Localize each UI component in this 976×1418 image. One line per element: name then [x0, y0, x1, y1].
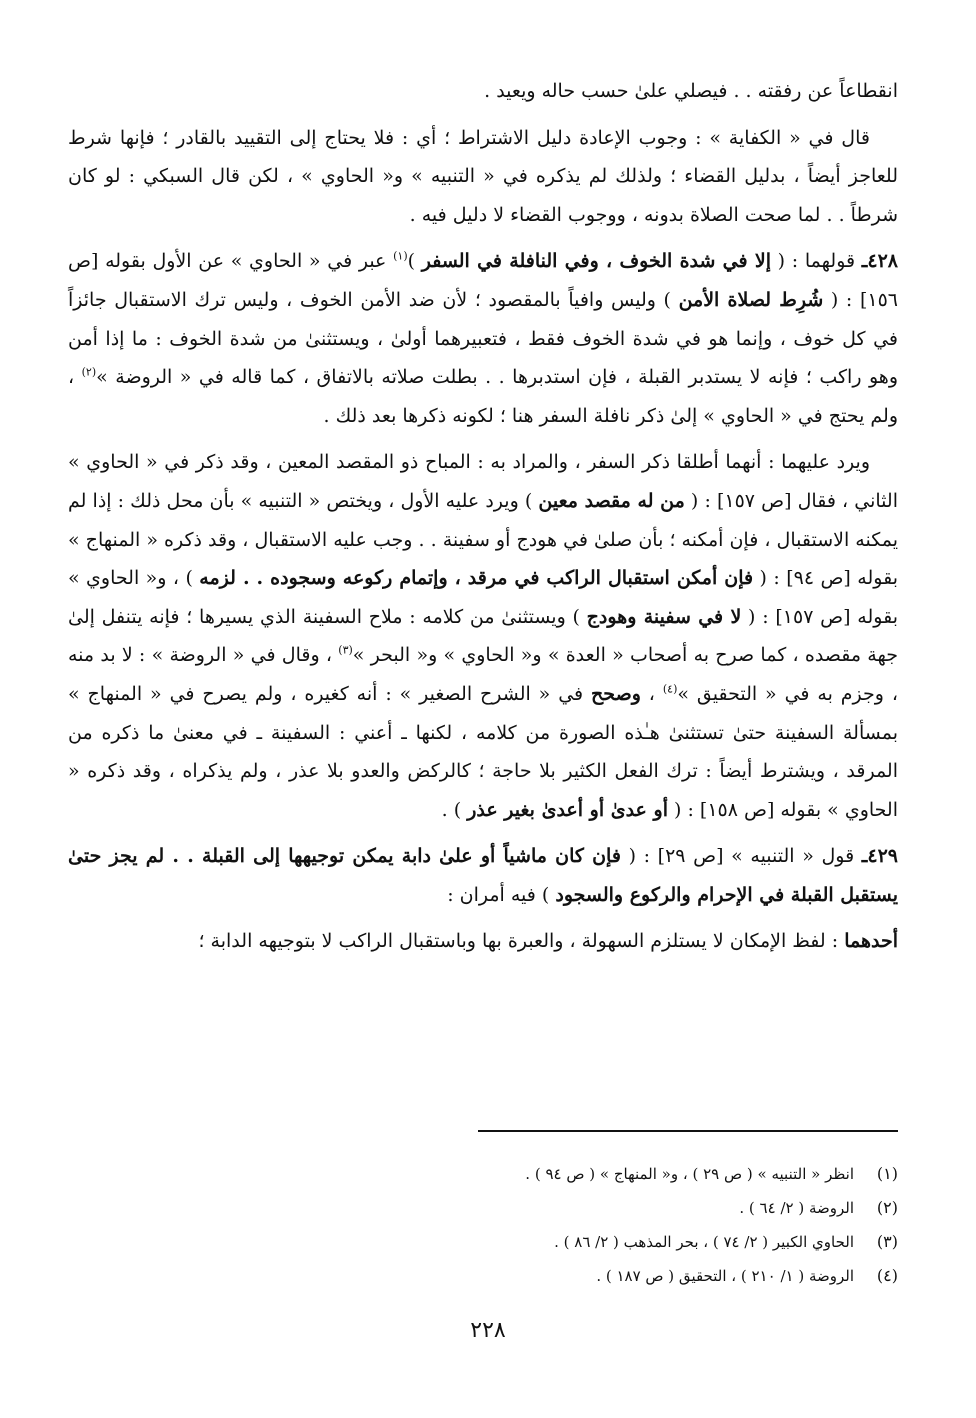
quoted-text: فإن كان ماشياً أو علىٰ دابة يمكن توجيهها إلى القبلة . . لم يجز حتىٰ يستقبل القبلة في الإحرام والركوع والسجود	[68, 845, 898, 906]
text-segment: ، وقال في « الروضة » : لا بد منه ، وجزم به في « التحقيق »	[68, 644, 899, 705]
page-reference: [ص ١٥٦]	[68, 250, 898, 311]
paragraph-first-matter	[68, 922, 898, 961]
issue-number: ٤٢٩ـ	[861, 845, 898, 868]
footnote-mark: (٤)	[662, 682, 678, 696]
quoted-text: من له مقصد معين	[538, 489, 685, 512]
issue-number: ٤٢٨ـ	[861, 250, 898, 273]
text-segment: : (	[753, 567, 787, 590]
footnote-text: انظر « التنبيه » ( ص ٢٩ ) ، و« المنهاج » ( ص ٩٤ ) .	[525, 1165, 854, 1183]
paragraph-kifaya-quote	[68, 119, 898, 235]
footnote-number: (٤)	[876, 1266, 898, 1285]
footnote-mark: (١)	[393, 250, 408, 264]
footnote-number: (٢)	[876, 1198, 898, 1217]
text-segment: ) وليس وافياً بالمقصود ؛ لأن ضد الأمن الخوف ، وليس ترك الاستقبال جائزاً في كل خوف ، وإنما هو في شدة الخوف فقط ، فتعبيرهما أولىٰ ، ويستثنىٰ من شدة الخوف : ما إذا أمن وهو راكب ؛ فإنه لا يستدبر القبلة ، فإن استدبرها . . بطلت صلاته بالاتفاق ، كما قاله في « الروضة »	[68, 288, 899, 389]
paragraph-continuation	[68, 72, 898, 111]
lead-word: أحدهما	[844, 930, 898, 953]
text-segment: : لفظ الإمكان لا يستلزم السهولة ، والعبرة بها وباستقبال الراكب لا بتوجيهه الدابة ؛	[198, 930, 845, 953]
text-segment: ويرد عليهما : أنهما أطلقا ذكر السفر ، والمراد به : المباح ذو المقصد المعين ، وقد ذكر في « الحاوي » الثاني ، فقال	[68, 451, 898, 512]
quoted-text: إلا في شدة الخوف ، وفي النافلة في السفر	[421, 250, 771, 273]
text-segment: : (	[684, 489, 717, 512]
paragraph-429	[68, 837, 898, 914]
footnote-mark: (٣)	[338, 643, 353, 657]
text-segment: ) ويرد عليه الأول ، ويختص « التنبيه » بأن محل ذلك : إذا لم يمكنه الاستقبال ، فإن أمكنه ؛ بأن صلىٰ في هودج أو سفينة . . وجب عليه الاستقبال ، وقد ذكره « المنهاج » بقوله	[68, 489, 898, 590]
footnote-item	[198, 1225, 898, 1259]
footnote-item	[198, 1259, 898, 1293]
text-segment: : (	[823, 288, 860, 311]
text-segment: قولهما : (	[770, 250, 856, 273]
paragraph-text: قال في « الكفاية » : وجوب الإعادة دليل الاشتراط ؛ أي : فلا يحتاج إلى التقييد بالقادر ؛ فإنها شرط للعاجز أيضاً ، بدليل القضاء ؛ ولذلك لم يذكره في « التنبيه » و« الحاوي » ، لكن قال السبكي : لو كان شرطاً . . لما صحت الصلاة بدونه ، ووجوب القضاء لا دليل فيه .	[68, 126, 898, 226]
text-segment: ، ولم يحتج في « الحاوي » إلىٰ ذكر نافلة السفر هنا ؛ لكونه ذكرها بعد ذلك .	[68, 366, 898, 427]
text-segment: : (	[741, 605, 776, 628]
footnotes-block	[198, 1157, 898, 1293]
quoted-text: لا في سفينة وهودج	[586, 605, 742, 628]
text-segment: : (	[620, 845, 658, 868]
footnote-text: الروضة ( ٢/ ٦٤ ) .	[739, 1199, 854, 1217]
text-segment: : (	[667, 798, 700, 821]
footnote-text: الحاوي الكبير ( ٢/ ٧٤ ) ، بحر المذهب ( ٢/ ٨٦ ) .	[554, 1233, 854, 1251]
footnote-divider	[478, 1130, 898, 1132]
main-text-block	[68, 72, 898, 965]
text-segment: ) فيه أمران :	[447, 883, 556, 906]
text-segment: قول « التنبيه »	[723, 845, 862, 868]
page-reference: [ص ٩٤]	[786, 567, 851, 590]
page-reference: [ص ١٥٧]	[775, 605, 851, 628]
text-segment: ) ويستثنىٰ من كلامه : ملاح السفينة الذي يسيرها ؛ فإنه يتنفل إلىٰ جهة مقصده ، كما صرح به أصحاب « العدة » و« الحاوي » و« البحر »	[68, 605, 898, 667]
text-segment: ،	[640, 682, 663, 705]
page-number: ٢٢٨	[470, 1318, 506, 1343]
text-segment: ) ، و« الحاوي » بقوله	[68, 567, 899, 628]
paragraph-text: انقطاعاً عن رفقته . . فيصلي علىٰ حسب حاله ويعيد .	[484, 80, 898, 102]
footnote-item	[198, 1157, 898, 1191]
footnote-number: (٣)	[876, 1232, 898, 1251]
footnote-item	[198, 1191, 898, 1225]
text-segment: في « الشرح الصغير » : أنه كغيره ، ولم يصرح في « المنهاج » بمسألة السفينة حتىٰ تستثنىٰ هـٰذه الصورة من كلامه ، لكنها ـ أعني : السفينة ـ في معنىٰ ما ذكره من المرقد ، ويشترط أيضاً : ترك الفعل الكثير بلا حاجة ؛ كالركض والعدو بلا عذر ، ولم يذكراه ، وقد ذكره « الحاوي » بقوله	[68, 682, 898, 821]
quoted-text: أو عدىٰ أو أعدىٰ بغير عذر	[467, 798, 668, 821]
page-reference: [ص ١٥٧]	[716, 489, 792, 512]
text-segment: ) .	[441, 798, 468, 821]
quoted-text: شُرِط لصلاة الأمن	[678, 288, 824, 311]
footnote-text: الروضة ( ١/ ٢١٠ ) ، التحقيق ( ص ١٨٧ ) .	[596, 1267, 854, 1285]
text-segment: عبر في « الحاوي » عن الأول بقوله	[98, 250, 394, 273]
quoted-text: فإن أمكن استقبال الراكب في مرقد ، وإتمام ركوعه وسجوده . . لزمه	[199, 567, 754, 590]
footnote-mark: (٢)	[81, 365, 97, 379]
bold-word: وصحح	[591, 682, 641, 705]
paragraph-objection	[68, 443, 898, 829]
page-reference: [ص ٢٩]	[657, 845, 724, 868]
text-segment: )	[407, 250, 422, 273]
footnote-number: (١)	[876, 1164, 898, 1183]
paragraph-428	[68, 242, 898, 435]
page-reference: [ص ١٥٨]	[699, 798, 775, 821]
